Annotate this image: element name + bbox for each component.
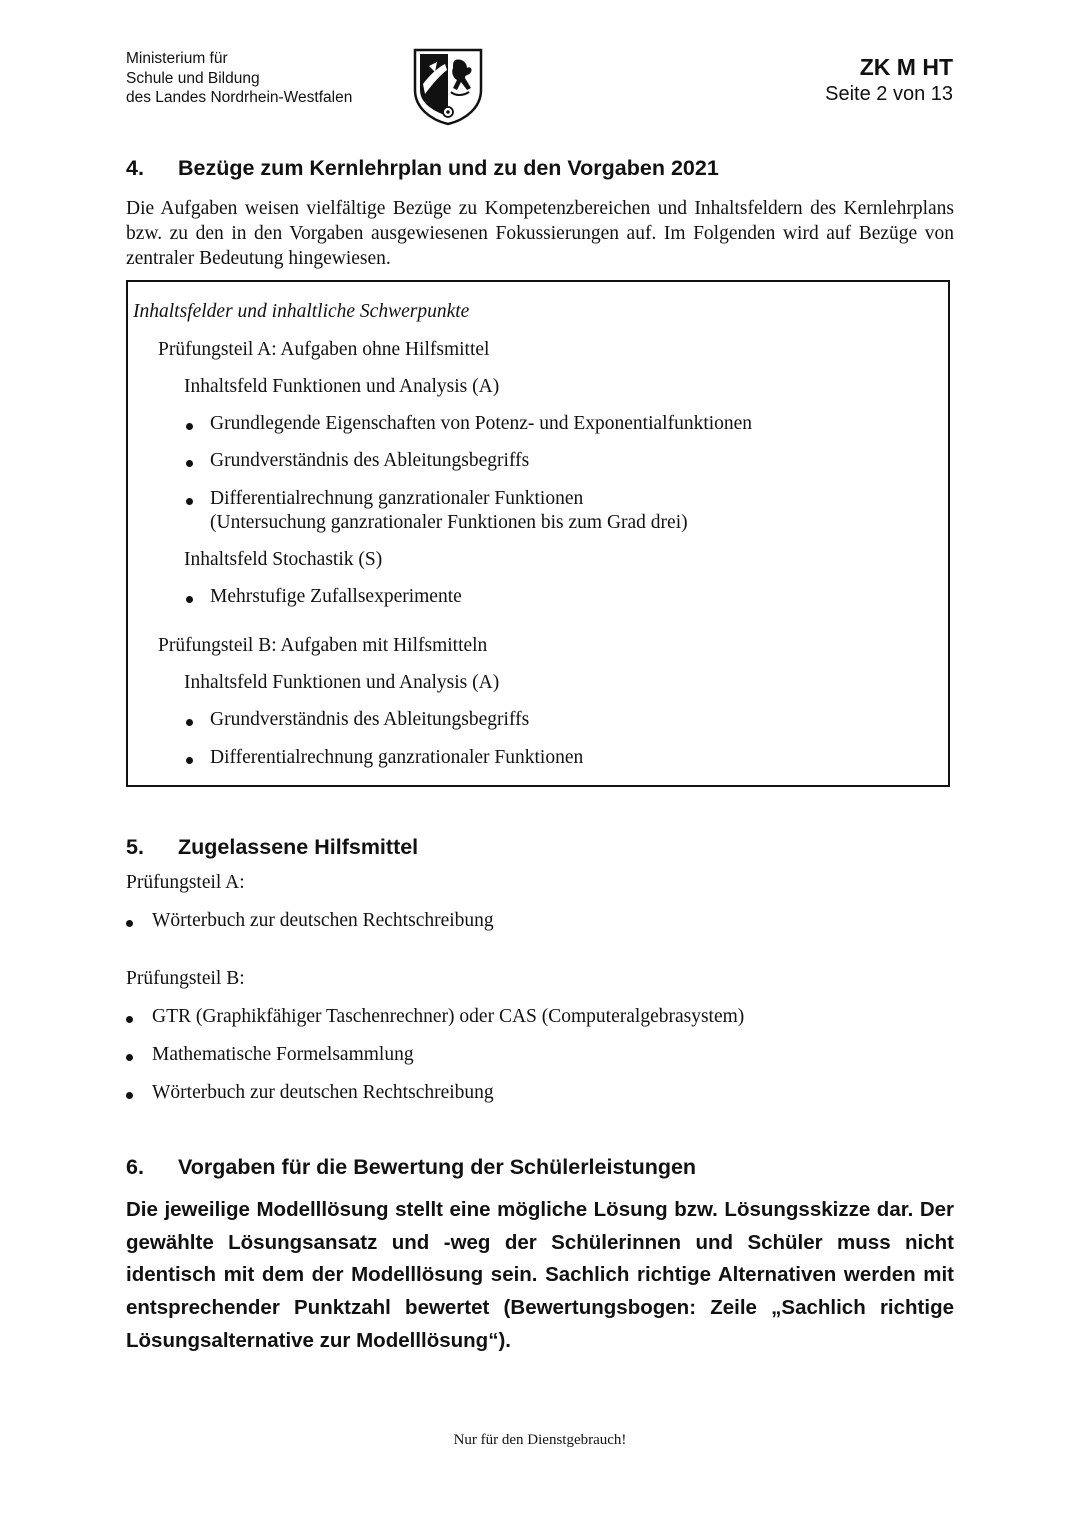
bullet-icon	[126, 920, 133, 927]
section-6-text: Die jeweilige Modelllösung stellt eine mögliche Lösung bzw. Lösungsskizze dar. Der gewählte Lösungsansatz und -weg der Schülerinnen und Schüler muss nicht identisch mit dem der Modelllösung sein. Sachlich richtige Alternativen werden mit entsprechender Punktzahl bewertet (Bewertungsbogen: Zeile „Sachlich richtige Lösungsalternative zur Modelllösung“).	[126, 1198, 954, 1352]
section-number: 6.	[126, 1155, 144, 1179]
list-item-text: Differentialrechnung ganzrationaler Funktionen	[210, 488, 584, 509]
page-info: Seite 2 von 13	[825, 83, 953, 105]
bullet-icon	[126, 1054, 133, 1061]
list-item-subtext: (Untersuchung ganzrationaler Funktionen bis zum Grad drei)	[210, 512, 688, 533]
bullet-icon	[186, 719, 193, 726]
section-4-heading	[126, 156, 719, 181]
ministry-line: Schule und Bildung	[126, 69, 260, 87]
section-title: Bezüge zum Kernlehrplan und zu den Vorgaben 2021	[178, 156, 719, 180]
part-b-label: Prüfungsteil B:	[126, 968, 245, 989]
nrw-coat-of-arms-icon	[411, 46, 485, 126]
list-item-text: Wörterbuch zur deutschen Rechtschreibung	[152, 910, 494, 931]
list-item-text: Grundlegende Eigenschaften von Potenz- und Exponentialfunktionen	[210, 413, 753, 434]
section-title: Vorgaben für die Bewertung der Schülerleistungen	[178, 1155, 697, 1179]
ministry-line: des Landes Nordrhein-Westfalen	[126, 89, 353, 106]
bullet-icon	[186, 757, 193, 764]
section-number: 4.	[126, 156, 144, 180]
doc-code: ZK M HT	[859, 54, 953, 80]
document-id	[825, 53, 953, 107]
list-item-text: Grundverständnis des Ableitungsbegriffs	[210, 450, 530, 471]
footer-note: Nur für den Dienstgebrauch!	[453, 1432, 627, 1448]
section-5-heading	[126, 835, 418, 860]
field-title: Inhaltsfeld Funktionen und Analysis (A)	[184, 672, 500, 693]
bullet-icon	[186, 498, 193, 505]
bullet-icon	[126, 1092, 133, 1099]
field-title: Inhaltsfeld Stochastik (S)	[184, 549, 383, 570]
part-a-label: Prüfungsteil A:	[126, 872, 245, 893]
field-title: Inhaltsfeld Funktionen und Analysis (A)	[184, 376, 500, 397]
section-number: 5.	[126, 835, 144, 859]
list-item-text: GTR (Graphikfähiger Taschenrechner) oder CAS (Computeralgebrasystem)	[152, 1006, 745, 1027]
bullet-icon	[186, 423, 193, 430]
part-a-title: Prüfungsteil A: Aufgaben ohne Hilfsmittel	[158, 339, 490, 360]
part-b-title: Prüfungsteil B: Aufgaben mit Hilfsmitteln	[158, 635, 488, 656]
bullet-icon	[186, 596, 193, 603]
bullet-icon	[186, 460, 193, 467]
ministry-name	[126, 49, 352, 108]
box-heading: Inhaltsfelder und inhaltliche Schwerpunkte	[133, 301, 470, 322]
list-item-text: Grundverständnis des Ableitungsbegriffs	[210, 709, 530, 730]
section-title: Zugelassene Hilfsmittel	[178, 835, 419, 859]
list-item-text: Differentialrechnung ganzrationaler Funktionen	[210, 747, 584, 768]
section-6-heading	[126, 1155, 696, 1180]
bullet-icon	[126, 1016, 133, 1023]
section-4-intro: Die Aufgaben weisen vielfältige Bezüge zu Kompetenzbereichen und Inhaltsfeldern des Kernlehrplans bzw. zu den in den Vorgaben ausgewiesenen Fokussierungen auf. Im Folgenden wird auf Bezüge von zentraler Bedeutung hingewiesen.	[126, 198, 954, 269]
list-item-text: Mehrstufige Zufallsexperimente	[210, 586, 462, 607]
ministry-line: Ministerium für	[126, 50, 228, 67]
list-item-text: Wörterbuch zur deutschen Rechtschreibung	[152, 1082, 494, 1103]
content-fields-box	[126, 280, 950, 787]
list-item-text: Mathematische Formelsammlung	[152, 1044, 414, 1065]
